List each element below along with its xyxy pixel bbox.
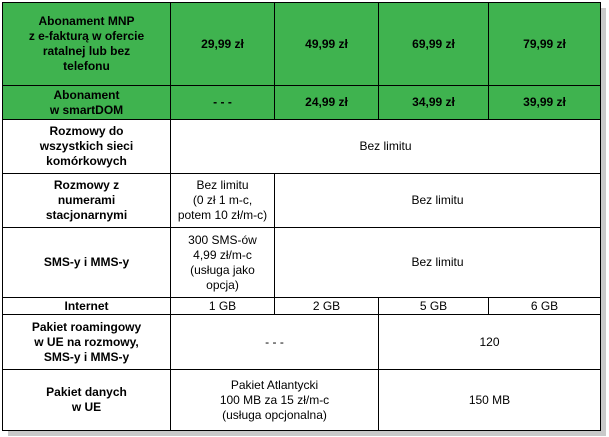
price-cell: - - - — [171, 86, 275, 120]
row-internet — [3, 298, 601, 315]
value-cell: Bez limitu — [275, 174, 601, 228]
value-cell: Pakiet Atlantycki 100 MB za 15 zł/m-c (usługa opcjonalna) — [171, 370, 379, 431]
value-cell: 6 GB — [489, 298, 601, 315]
value-cell: 2 GB — [275, 298, 379, 315]
value-cell: 5 GB — [379, 298, 489, 315]
row-label: Rozmowy do wszystkich sieci komórkowych — [3, 120, 171, 174]
value-cell: Bez limitu (0 zł 1 m-c, potem 10 zł/m-c) — [171, 174, 275, 228]
row-label: Rozmowy z numerami stacjonarnymi — [3, 174, 171, 228]
price-cell: 29,99 zł — [171, 3, 275, 86]
row-label: Abonament w smartDOM — [3, 86, 171, 120]
pricing-table — [2, 2, 601, 431]
row-label: Pakiet danych w UE — [3, 370, 171, 431]
price-cell: 39,99 zł — [489, 86, 601, 120]
value-cell: 120 — [379, 315, 601, 370]
row-label: Abonament MNP z e-fakturą w ofercie ratalnej lub bez telefonu — [3, 3, 171, 86]
row-pakiet-roamingowy — [3, 315, 601, 370]
row-sms-mms — [3, 228, 601, 298]
row-label: SMS-y i MMS-y — [3, 228, 171, 298]
price-cell: 24,99 zł — [275, 86, 379, 120]
row-rozmowy-komorkowe — [3, 120, 601, 174]
value-cell: 300 SMS-ów 4,99 zł/m-c (usługa jako opcja) — [171, 228, 275, 298]
row-pakiet-danych — [3, 370, 601, 431]
row-rozmowy-stacjonarne — [3, 174, 601, 228]
value-cell: 150 MB — [379, 370, 601, 431]
row-label: Internet — [3, 298, 171, 315]
value-cell: Bez limitu — [171, 120, 601, 174]
value-cell: Bez limitu — [275, 228, 601, 298]
row-abonament-smartdom — [3, 86, 601, 120]
price-cell: 49,99 zł — [275, 3, 379, 86]
price-cell: 79,99 zł — [489, 3, 601, 86]
price-cell: 34,99 zł — [379, 86, 489, 120]
value-cell: - - - — [171, 315, 379, 370]
row-abonament-mnp — [3, 3, 601, 86]
value-cell: 1 GB — [171, 298, 275, 315]
price-cell: 69,99 zł — [379, 3, 489, 86]
row-label: Pakiet roamingowy w UE na rozmowy, SMS-y i MMS-y — [3, 315, 171, 370]
